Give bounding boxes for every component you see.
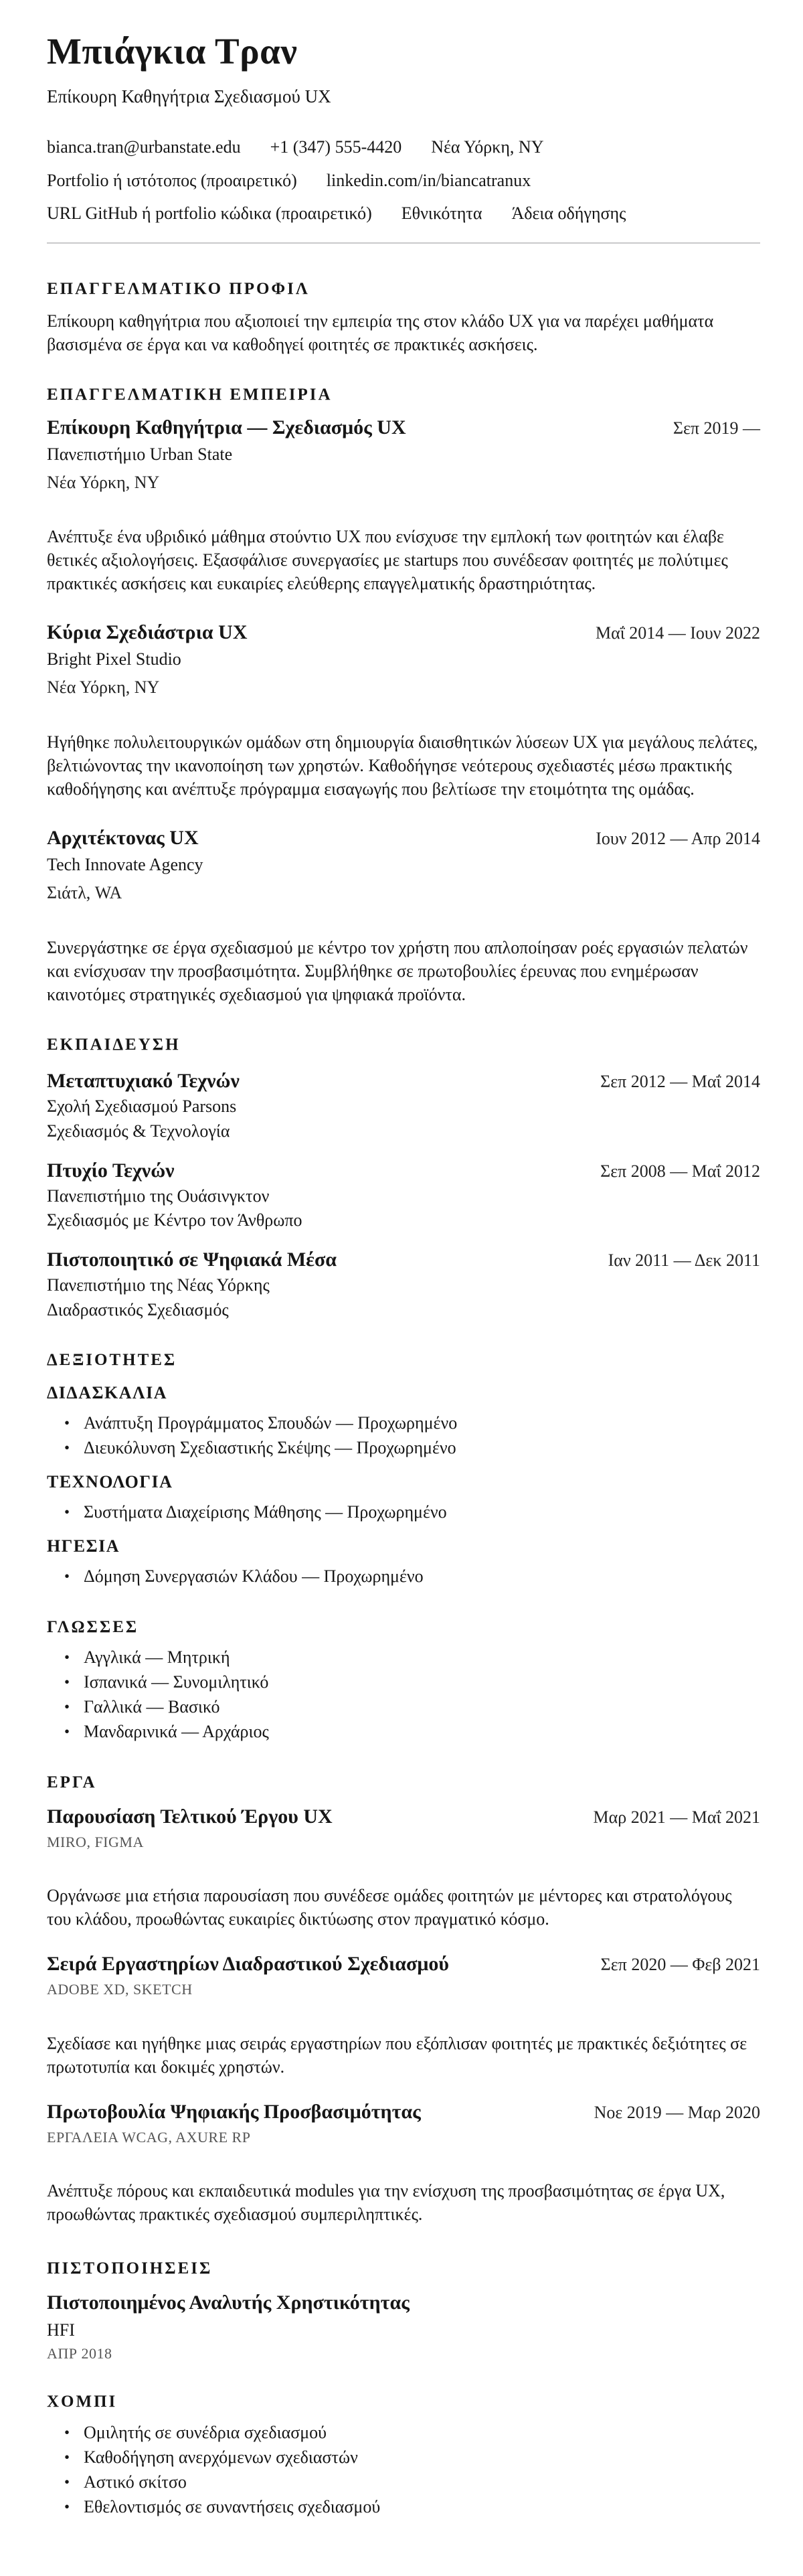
- skills-heading: ΔΕΞΙΟΤΗΤΕΣ: [47, 1350, 177, 1369]
- experience-entry: [47, 621, 760, 801]
- language-item: • Γαλλικά — Βασικό: [47, 1694, 760, 1719]
- job-description: Ανέπτυξε ένα υβριδικό μάθημα στούντιο UX που ενίσχυσε την εμπλοκή των φοιτητών και έλαβε θετικές αξιολογήσεις. Εξασφάλισε συνεργασίες με startups που συνέδεσαν φοιτητές με πολύτιμες πρακτικές ασκήσεις και ευκαιρίες ελεύθερης επαγγελματικής δραστηριότητας.: [47, 527, 728, 594]
- job-dates: Ιουν 2012 — Απρ 2014: [596, 828, 760, 848]
- section-languages: [47, 1617, 760, 1745]
- field-of-study: Σχεδιασμός με Κέντρο τον Άνθρωπο: [47, 1210, 302, 1230]
- hobby-item: • Εθελοντισμός σε συναντήσεις σχεδιασμού: [47, 2494, 760, 2519]
- field-of-study: Σχεδιασμός & Τεχνολογία: [47, 1121, 230, 1141]
- profile-text: Επίκουρη καθηγήτρια που αξιοποιεί την εμπειρία της στον κλάδο UX για να παρέχει μαθήματα βασισμένα σε έργα και να καθοδηγεί φοιτητές σε πρακτικές ασκήσεις.: [47, 311, 714, 355]
- hobby-list: [47, 2420, 760, 2519]
- section-certifications: [47, 2258, 760, 2363]
- school-name: Πανεπιστήμιο της Ουάσινγκτον: [47, 1186, 270, 1206]
- section-projects: [47, 1772, 760, 2226]
- contact-nationality: Εθνικότητα: [401, 203, 482, 223]
- education-entry: [47, 1248, 760, 1321]
- skill-group-name: ΗΓΕΣΙΑ: [47, 1536, 120, 1556]
- project-entry: [47, 1952, 760, 2079]
- skill-item: • Διευκόλυνση Σχεδιαστικής Σκέψης — Προχωρημένο: [47, 1435, 760, 1460]
- project-title: Σειρά Εργαστηρίων Διαδραστικού Σχεδιασμού: [47, 1953, 449, 1976]
- section-profile: [47, 278, 760, 357]
- languages-heading: ΓΛΩΣΣΕΣ: [47, 1617, 139, 1636]
- profile-heading: ΕΠΑΓΓΕΛΜΑΤΙΚΟ ΠΡΟΦΙΛ: [47, 279, 310, 298]
- certification-entry: [47, 2291, 760, 2363]
- skill-group-name: ΔΙΔΑΣΚΑΛΙΑ: [47, 1383, 168, 1403]
- job-dates: Μαΐ 2014 — Ιουν 2022: [595, 623, 760, 643]
- job-company: Bright Pixel Studio: [47, 649, 181, 669]
- skill-group-leadership: [47, 1535, 760, 1589]
- job-company: Πανεπιστήμιο Urban State: [47, 444, 233, 464]
- job-description: Ηγήθηκε πολυλειτουργικών ομάδων στη δημιουργία διαισθητικών λύσεων UX για μεγάλους πελάτες, βελτιώνοντας την ικανοποίηση των χρηστών. Καθοδήγησε νεότερους σχεδιαστές μέσω πρακτικής καθοδήγησης και ανέπτυξε πρόγραμμα εισαγωγής που βελτίωσε την ετοιμότητα της ομάδας.: [47, 732, 758, 799]
- experience-entry: [47, 826, 760, 1006]
- skill-list: [47, 1564, 760, 1589]
- experience-entry: [47, 416, 760, 596]
- language-item: • Αγγλικά — Μητρική: [47, 1645, 760, 1670]
- school-name: Σχολή Σχεδιασμού Parsons: [47, 1097, 237, 1116]
- contact-linkedin: linkedin.com/in/biancatranux: [326, 170, 531, 190]
- education-heading: ΕΚΠΑΙΔΕΥΣΗ: [47, 1035, 181, 1054]
- skill-item: • Ανάπτυξη Προγράμματος Σπουδών — Προχωρημένο: [47, 1411, 760, 1435]
- project-entry: [47, 2100, 760, 2227]
- skill-list: [47, 1411, 760, 1460]
- candidate-name: Μπιάγκια Τραν: [47, 31, 298, 72]
- degree-dates: Σεπ 2008 — Μαΐ 2012: [600, 1161, 760, 1181]
- project-entry: [47, 1805, 760, 1931]
- project-description: Ανέπτυξε πόρους και εκπαιδευτικά modules για την ενίσχυση της προσβασιμότητας σε έργα UX, προωθώντας πρακτικές σχεδιασμού συμπεριληπτικές.: [47, 2181, 725, 2225]
- degree-title: Πτυχίο Τεχνών: [47, 1159, 175, 1182]
- job-location: Σιάτλ, WA: [47, 882, 122, 902]
- degree-title: Μεταπτυχιακό Τεχνών: [47, 1070, 240, 1092]
- section-education: [47, 1034, 760, 1321]
- entry-head: [47, 1069, 760, 1093]
- contact-location: Νέα Υόρκη, NY: [431, 137, 544, 157]
- entry-head: [47, 1159, 760, 1183]
- job-company: Tech Innovate Agency: [47, 854, 203, 874]
- language-item: • Μανδαρινικά — Αρχάριος: [47, 1719, 760, 1744]
- degree-dates: Ιαν 2011 — Δεκ 2011: [608, 1251, 760, 1271]
- degree-title: Πιστοποιητικό σε Ψηφιακά Μέσα: [47, 1249, 337, 1271]
- education-entry: [47, 1159, 760, 1232]
- contact-row-2: [47, 169, 760, 192]
- skill-item: • Συστήματα Διαχείρισης Μάθησης — Προχωρημένο: [47, 1500, 760, 1524]
- section-experience: [47, 384, 760, 1005]
- job-location: Νέα Υόρκη, NY: [47, 472, 160, 492]
- contact-row-1: [47, 135, 760, 159]
- skill-list: [47, 1500, 760, 1524]
- degree-dates: Σεπ 2012 — Μαΐ 2014: [600, 1072, 760, 1091]
- skill-group-name: ΤΕΧΝΟΛΟΓΙΑ: [47, 1472, 173, 1492]
- contact-github: URL GitHub ή portfolio κώδικα (προαιρετικό): [47, 203, 372, 223]
- entry-head: [47, 621, 760, 645]
- certification-date: ΑΠΡ 2018: [47, 2344, 112, 2362]
- language-item: • Ισπανικά — Συνομιλητικό: [47, 1670, 760, 1694]
- hobby-item: • Αστικό σκίτσο: [47, 2470, 760, 2494]
- contact-driving-license: Άδεια οδήγησης: [511, 203, 626, 223]
- project-description: Οργάνωσε μια ετήσια παρουσίαση που συνέδεσε ομάδες φοιτητών με μέντορες και στρατολόγους του κλάδου, προωθώντας ευκαιρίες δικτύωσης στον πραγματικό κόσμο.: [47, 1886, 732, 1929]
- job-title: Κύρια Σχεδιάστρια UX: [47, 621, 248, 644]
- project-tools: ΕΡΓΑΛΕΙΑ WCAG, AXURE RP: [47, 2128, 251, 2146]
- project-title: Παρουσίαση Τελτικού Έργου UX: [47, 1805, 333, 1828]
- candidate-title: Επίκουρη Καθηγήτρια Σχεδιασμού UX: [47, 86, 331, 106]
- resume-header: [47, 29, 760, 244]
- field-of-study: Διαδραστικός Σχεδιασμός: [47, 1299, 229, 1319]
- project-dates: Μαρ 2021 — Μαΐ 2021: [593, 1807, 760, 1827]
- contact-portfolio: Portfolio ή ιστότοπος (προαιρετικό): [47, 170, 297, 190]
- projects-heading: ΕΡΓΑ: [47, 1773, 97, 1792]
- skill-group-teaching: [47, 1382, 760, 1460]
- skill-group-technology: [47, 1471, 760, 1524]
- entry-head: [47, 1952, 760, 1976]
- hobby-item: • Ομιλητής σε συνέδρια σχεδιασμού: [47, 2420, 760, 2445]
- experience-heading: ΕΠΑΓΓΕΛΜΑΤΙΚΗ ΕΜΠΕΙΡΙΑ: [47, 386, 333, 404]
- project-dates: Νοε 2019 — Μαρ 2020: [594, 2102, 760, 2122]
- section-hobbies: [47, 2391, 760, 2519]
- hobbies-heading: ΧΟΜΠΙ: [47, 2393, 118, 2411]
- language-list: [47, 1645, 760, 1744]
- certification-title: Πιστοποιημένος Αναλυτής Χρηστικότητας: [47, 2291, 410, 2314]
- project-description: Σχεδίασε και ηγήθηκε μιας σειράς εργαστηρίων που εξόπλισαν φοιτητές με πρακτικές δεξιότητες σε πρωτοτυπία και δοκιμές χρηστών.: [47, 2033, 747, 2077]
- entry-head: [47, 1805, 760, 1829]
- contact-phone: +1 (347) 555-4420: [270, 137, 402, 157]
- school-name: Πανεπιστήμιο της Νέας Υόρκης: [47, 1275, 270, 1295]
- skill-item: • Δόμηση Συνεργασιών Κλάδου — Προχωρημένο: [47, 1564, 760, 1589]
- project-tools: ADOBE XD, SKETCH: [47, 1981, 193, 1998]
- entry-head: [47, 1248, 760, 1272]
- entry-head: [47, 2100, 760, 2124]
- job-title: Επίκουρη Καθηγήτρια — Σχεδιασμός UX: [47, 416, 406, 438]
- section-skills: [47, 1350, 760, 1589]
- project-tools: MIRO, FIGMA: [47, 1833, 144, 1850]
- contact-email: bianca.tran@urbanstate.edu: [47, 137, 241, 157]
- job-dates: Σεπ 2019 —: [673, 418, 760, 438]
- job-description: Συνεργάστηκε σε έργα σχεδιασμού με κέντρο τον χρήστη που απλοποίησαν ροές εργασιών πελατών και ενίσχυσαν την προσβασιμότητα. Συμβλήθηκε σε πρωτοβουλίες έρευνας που ενημέρωσαν καινοτόμες στρατηγικές σχεδιασμού για ψηφιακά προϊόντα.: [47, 937, 748, 1004]
- job-title: Αρχιτέκτονας UX: [47, 826, 199, 849]
- header-divider: [47, 242, 760, 244]
- project-dates: Σεπ 2020 — Φεβ 2021: [600, 1955, 760, 1975]
- contact-row-3: [47, 202, 760, 225]
- entry-head: [47, 416, 760, 440]
- education-entry: [47, 1069, 760, 1143]
- certification-issuer: HFI: [47, 2320, 75, 2340]
- project-title: Πρωτοβουλία Ψηφιακής Προσβασιμότητας: [47, 2100, 421, 2123]
- job-location: Νέα Υόρκη, NY: [47, 677, 160, 698]
- certifications-heading: ΠΙΣΤΟΠΟΙΗΣΕΙΣ: [47, 2259, 213, 2278]
- hobby-item: • Καθοδήγηση ανερχόμενων σχεδιαστών: [47, 2445, 760, 2470]
- entry-head: [47, 826, 760, 850]
